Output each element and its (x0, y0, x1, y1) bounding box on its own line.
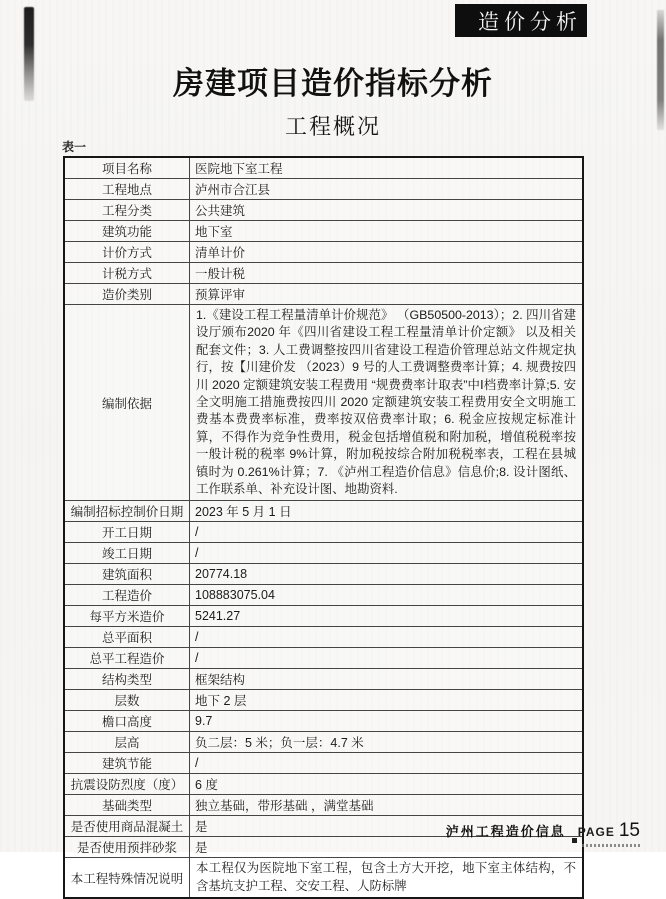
row-value: 预算评审 (190, 284, 584, 305)
row-value: 清单计价 (190, 242, 584, 263)
row-label: 计税方式 (64, 263, 190, 284)
row-label: 建筑面积 (64, 564, 190, 585)
table-rows (64, 157, 583, 898)
table-row (64, 711, 583, 732)
row-value: / (190, 522, 584, 543)
row-label: 建筑节能 (64, 753, 190, 774)
page-subtitle: 工程概况 (284, 114, 381, 139)
row-label: 造价类别 (64, 284, 190, 305)
row-value: 6 度 (190, 774, 584, 795)
row-value: 地下室 (190, 221, 584, 242)
row-label: 工程造价 (64, 585, 190, 606)
row-value: 20774.18 (190, 564, 584, 585)
page-title: 房建项目造价指标分析 (173, 66, 493, 101)
table-row (64, 564, 583, 585)
row-label: 结构类型 (64, 669, 190, 690)
row-label: 工程地点 (64, 179, 190, 200)
row-value: 1.《建设工程工程量清单计价规范》 （GB50500-2013）；2. 四川省建设厅颁布2020 年《四川省建设工程工程量清单计价定额》 以及相关配套文件；3. 人工费调整按四川省建设工程造价管理总站文件规定执行，按【川建价发 （2023）9 号的人工费调整费率计算；4. 规费按四川 2020 定额建筑安装工程费用 “规费费率计取表”中Ⅰ档费率计算;5. 安全文明施工措施费按四川 2020 定额建筑安装工程费用安全文明施工费基本费费率标准，费率按双倍费率计取；6. 税金应按规定标准计算，不得作为竞争性费用，税金包括增值税和附加税，增值税税率按一般计税的税率 9%计算，附加税按综合附加税税率表，工程在县城镇时为 0.261%计算；7. 《泸州工程造价信息》信息价;8. 设计图纸、 工作联系单、补充设计图、地勘资料. (190, 305, 584, 501)
table-row (64, 543, 583, 564)
row-label: 编制招标控制价日期 (64, 501, 190, 522)
table-row (64, 690, 583, 711)
row-value: 是 (190, 837, 584, 858)
row-value: / (190, 753, 584, 774)
row-value: 是 (190, 816, 584, 837)
row-label: 层数 (64, 690, 190, 711)
row-value: 5241.27 (190, 606, 584, 627)
row-label: 檐口高度 (64, 711, 190, 732)
row-label: 编制依据 (64, 305, 190, 501)
row-value: 泸州市合江县 (190, 179, 584, 200)
table-row (64, 221, 583, 242)
row-label: 项目名称 (64, 157, 190, 179)
row-label: 每平方米造价 (64, 606, 190, 627)
footer-page-number: 15 (618, 820, 640, 841)
row-value: 医院地下室工程 (190, 157, 584, 179)
row-label: 是否使用商品混凝土 (64, 816, 190, 837)
row-value: / (190, 543, 584, 564)
footer-page-label: PAGE (577, 825, 615, 839)
table-row (64, 648, 583, 669)
table-row (64, 606, 583, 627)
table-row (64, 669, 583, 690)
table-row (64, 501, 583, 522)
row-value: 负二层：5 米；负一层：4.7 米 (190, 732, 584, 753)
row-label: 计价方式 (64, 242, 190, 263)
row-value: 地下 2 层 (190, 690, 584, 711)
table-row (64, 795, 583, 816)
table-row (64, 284, 583, 305)
row-label: 抗震设防烈度（度） (64, 774, 190, 795)
table-row (64, 753, 583, 774)
row-value: 9.7 (190, 711, 584, 732)
row-value: 独立基础，带形基础 ，满堂基础 (190, 795, 584, 816)
table-row (64, 305, 583, 501)
row-value: 框架结构 (190, 669, 584, 690)
section-badge: 造价分析 (455, 4, 587, 37)
footer-tiny-print (582, 844, 640, 847)
table-row (64, 774, 583, 795)
table-row (64, 585, 583, 606)
row-label: 总平工程造价 (64, 648, 190, 669)
row-label: 竣工日期 (64, 543, 190, 564)
table-row (64, 242, 583, 263)
row-label: 开工日期 (64, 522, 190, 543)
table-row (64, 858, 583, 898)
row-value: / (190, 627, 584, 648)
footer-journal-name: 泸州工程造价信息 (445, 824, 566, 839)
row-value: 108883075.04 (190, 585, 584, 606)
row-value: 一般计税 (190, 263, 584, 284)
row-value: 本工程仅为医院地下室工程，包含土方大开挖，地下室主体结构，不含基坑支护工程、交安工程、人防标牌 (190, 858, 584, 898)
row-label: 工程分类 (64, 200, 190, 221)
row-label: 层高 (64, 732, 190, 753)
project-overview-table (63, 156, 584, 899)
footer-print-mark (572, 838, 577, 843)
row-value: 2023 年 5 月 1 日 (190, 501, 584, 522)
table-row (64, 263, 583, 284)
footer (446, 820, 640, 842)
table-caption: 表一 (62, 140, 87, 154)
table-row (64, 732, 583, 753)
row-label: 基础类型 (64, 795, 190, 816)
row-label: 本工程特殊情况说明 (64, 858, 190, 898)
table-row (64, 522, 583, 543)
row-value: / (190, 648, 584, 669)
row-label: 是否使用预拌砂浆 (64, 837, 190, 858)
table-row (64, 157, 583, 179)
table-row (64, 179, 583, 200)
row-label: 建筑功能 (64, 221, 190, 242)
table-row (64, 627, 583, 648)
row-value: 公共建筑 (190, 200, 584, 221)
table-row (64, 200, 583, 221)
row-label: 总平面积 (64, 627, 190, 648)
